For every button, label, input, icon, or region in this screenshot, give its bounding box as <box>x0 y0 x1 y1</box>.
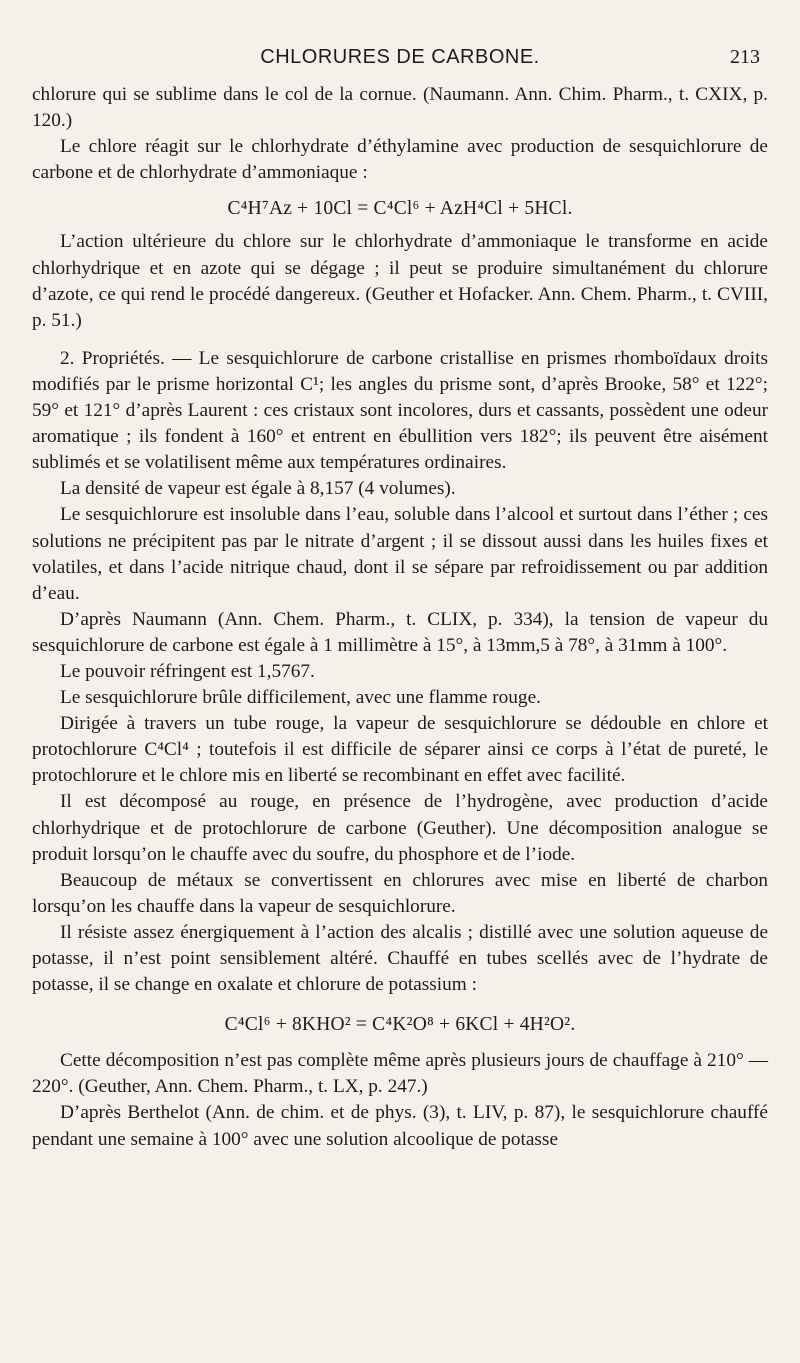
paragraph-alkalis: Il résiste assez énergiquement à l’action des alcalis ; distillé avec une solution aqueuse de potasse, il n’est point sensiblement altéré. Chauffé en tubes scellés avec de l’hydrate de potasse, il se change en oxalate et chlorure de potassium : <box>32 921 768 996</box>
paragraph-decomposition-tube: Dirigée à travers un tube rouge, la vapeur de sesquichlorure se dédouble en chlore et protochlorure C⁴Cl⁴ ; toutefois il est difficile de séparer ainsi ce corps à l’état de pureté, le protochlorure et le chlore mis en liberté se recombinant en effet avec facilité. <box>32 713 768 787</box>
chemical-equation-2: C⁴Cl⁶ + 8KHO² = C⁴K²O⁸ + 6KCl + 4H²O². <box>224 1014 576 1036</box>
paragraph-berthelot: D’après Berthelot (Ann. de chim. et de phys. (3), t. LIV, p. 87), le sesquichlorure chauffé pendant une semaine à 100° avec une solution alcoolique de potasse <box>32 1102 768 1150</box>
paragraph-2: Le chlore réagit sur le chlorhydrate d’éthylamine avec production de sesquichlorure de carbone et de chlorhydrate d’ammoniaque : <box>32 136 768 184</box>
paragraph-incomplete-decomposition: Cette décomposition n’est pas complète même après plusieurs jours de chauffage à 210° — 220°. (Geuther, Ann. Chem. Pharm., t. LX, p. 247.) <box>32 1050 768 1098</box>
section-properties: 2. Propriétés. — Le sesquichlorure de carbone cristallise en prismes rhomboïdaux droits modifiés par le prisme horizontal C¹; les angles du prisme sont, d’après Brooke, 58° et 122°; 59° et 121° d’après Laurent : ces cristaux sont incolores, durs et cassants, possèdent une odeur aromatique ; ils fondent à 160° et entrent en ébullition vers 182°; ils peuvent être aisément sublimés et se volatilisent même aux températures ordinaires. <box>32 347 768 474</box>
paragraph-solubility: Le sesquichlorure est insoluble dans l’eau, soluble dans l’alcool et surtout dans l’éther ; ces solutions ne précipitent pas par le nitrate d’argent ; il se dissout aussi dans les huiles fixes et volatiles, et dans l’acide nitrique chaud, dont il se sépare par refroidissement ou par addition d’eau. <box>32 504 768 604</box>
paragraph-hydrogen-decomposition: Il est décomposé au rouge, en présence de l’hydrogène, avec production d’acide chlorhydrique et de protochlorure de carbone (Geuther). Une décomposition analogue se produit lorsqu’on le chauffe avec du soufre, du phosphore et de l’iode. <box>32 791 768 865</box>
page-number: 213 <box>730 46 760 68</box>
chemical-equation-1: C⁴H⁷Az + 10Cl = C⁴Cl⁶ + AzH⁴Cl + 5HCl. <box>227 198 573 220</box>
paragraph-metals: Beaucoup de métaux se convertissent en chlorures avec mise en liberté de charbon lorsqu’on les chauffe dans la vapeur de sesquichlorure. <box>32 869 768 917</box>
paragraph-vapor-density: La densité de vapeur est égale à 8,157 (4 volumes). <box>60 478 456 500</box>
paragraph-vapor-pressure: D’après Naumann (Ann. Chem. Pharm., t. CLIX, p. 334), la tension de vapeur du sesquichlorure de carbone est égale à 1 millimètre à 15°, à 13mm,5 à 78°, à 31mm à 100°. <box>32 608 768 656</box>
paragraph-refraction: Le pouvoir réfringent est 1,5767. <box>60 660 315 682</box>
running-title: CHLORURES DE CARBONE. <box>260 46 540 68</box>
page-header <box>32 46 768 80</box>
paragraph-3: L’action ultérieure du chlore sur le chlorhydrate d’ammoniaque le transforme en acide chlorhydrique et en azote qui se dégage ; il peut se produire simultanément du chlorure d’azote, ce qui rend le procédé dangereux. (Geuther et Hofacker. Ann. Chem. Pharm., t. CVIII, p. 51.) <box>32 231 768 331</box>
paragraph-1: chlorure qui se sublime dans le col de la cornue. (Naumann. Ann. Chim. Pharm., t. CXIX, p. 120.) <box>32 84 768 132</box>
paragraph-combustion: Le sesquichlorure brûle difficilement, avec une flamme rouge. <box>60 687 541 709</box>
main-text <box>32 82 768 1153</box>
